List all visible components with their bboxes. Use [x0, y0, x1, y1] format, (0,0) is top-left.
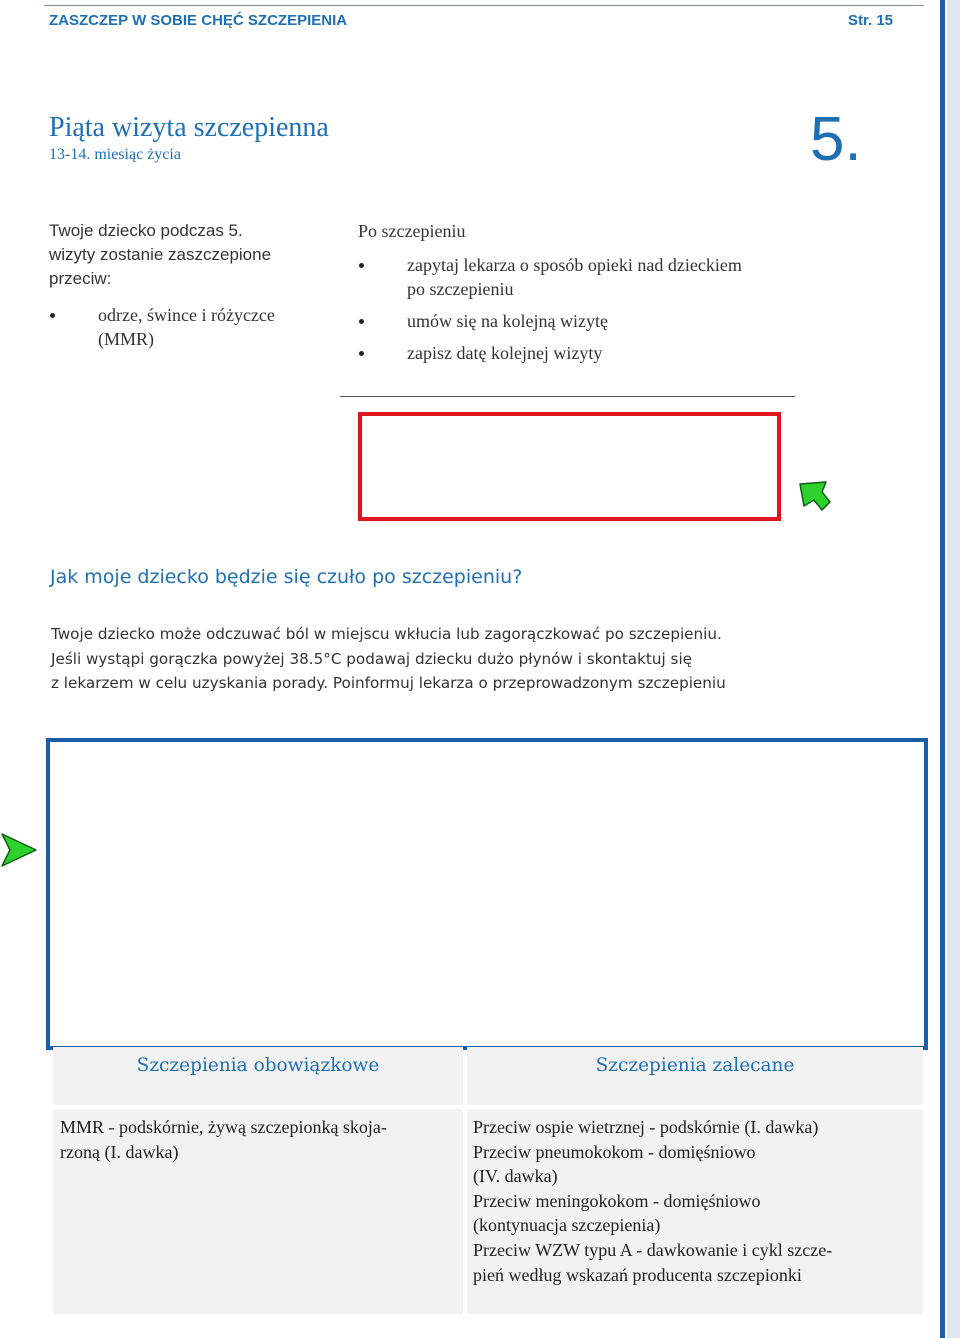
recommended-line: Przeciw meningokokom - domięśniowo [473, 1190, 761, 1211]
recommended-line: pień według wskazań producenta szczepionki [473, 1264, 802, 1285]
after-list [358, 253, 818, 365]
recommended-line: Przeciw WZW typu A - dawkowanie i cykl szcze- [473, 1239, 833, 1260]
red-frame [358, 412, 781, 521]
vaccination-table [53, 1047, 923, 1314]
answer-line: z lekarzem w celu uzyskania porady. Poinformuj lekarza o przeprowadzonym szczepieniu [51, 674, 726, 692]
table-cell-mandatory [53, 1109, 463, 1314]
recommended-line: (kontynuacja szczepienia) [473, 1215, 661, 1236]
scope-item-mmr [49, 303, 324, 351]
scope-lead-line: wizyty zostanie zaszczepione [49, 245, 272, 264]
after-vaccination [358, 219, 818, 373]
scope-item-line: (MMR) [98, 329, 155, 349]
mandatory-text [60, 1115, 456, 1164]
green-arrow-icon [0, 832, 38, 868]
header-title: ZASZCZEP W SOBIE CHĘĆ SZCZEPIENIA [49, 12, 348, 29]
mandatory-line: MMR - podskórnie, żywą szczepionką skoja- [60, 1117, 387, 1137]
after-item-save-date [358, 341, 818, 365]
bullet-icon [50, 313, 55, 318]
bullet-icon [359, 319, 364, 324]
recommended-line: Przeciw ospie wietrznej - podskórnie (I. dawka) [473, 1117, 819, 1137]
after-item-line: zapisz datę kolejnej wizyty [407, 343, 603, 363]
bullet-icon [359, 351, 364, 356]
visit-title: Piąta wizyta szczepienna [49, 112, 329, 143]
scope-item-line: odrze, śwince i różyczce [98, 305, 275, 325]
after-lead: Po szczepieniu [358, 221, 466, 241]
scope-lead-line: przeciw: [49, 269, 112, 288]
scope-lead-line: Twoje dziecko podczas 5. [49, 221, 243, 240]
page-edge-bar [940, 0, 945, 1338]
blue-frame [46, 738, 928, 1050]
question-heading: Jak moje dziecko będzie się czuło po szczepieniu? [50, 566, 523, 588]
answer-line: Jeśli wystąpi gorączka powyżej 38.5°C podawaj dziecku dużo płynów i skontaktuj się [51, 649, 693, 668]
separator [340, 396, 795, 397]
after-item-line: po szczepieniu [407, 279, 514, 299]
after-item-line: zapytaj lekarza o sposób opieki nad dzieckiem [407, 255, 742, 275]
page-number: Str. 15 [848, 12, 894, 29]
table-header-recommended [467, 1047, 923, 1105]
page-edge-band [947, 0, 960, 1338]
vaccination-scope [49, 219, 324, 351]
after-item-ask-doctor [358, 253, 818, 301]
question-answer [51, 622, 881, 696]
green-arrow-icon [796, 478, 832, 514]
scope-list [49, 303, 324, 351]
recommended-line: Przeciw pneumokokom - domięśniowo [473, 1141, 756, 1162]
recommended-text [473, 1115, 917, 1287]
recommended-line: (IV. dawka) [473, 1166, 558, 1187]
visit-number: 5. [810, 105, 862, 174]
table-header-label: Szczepienia zalecane [595, 1055, 795, 1076]
table-cell-recommended [467, 1109, 923, 1314]
header-rule [44, 5, 924, 6]
after-item-line: umów się na kolejną wizytę [407, 311, 608, 331]
answer-line: Twoje dziecko może odczuwać ból w miejscu wkłucia lub zagorączkować po szczepieniu. [51, 625, 722, 643]
table-header-mandatory [53, 1047, 463, 1105]
after-item-book-visit [358, 309, 818, 333]
bullet-icon [359, 263, 364, 268]
table-header-label: Szczepienia obowiązkowe [136, 1055, 380, 1076]
mandatory-line: rzoną (I. dawka) [60, 1141, 179, 1162]
visit-subtitle: 13-14. miesiąc życia [49, 146, 181, 163]
scope-lead [49, 219, 324, 291]
